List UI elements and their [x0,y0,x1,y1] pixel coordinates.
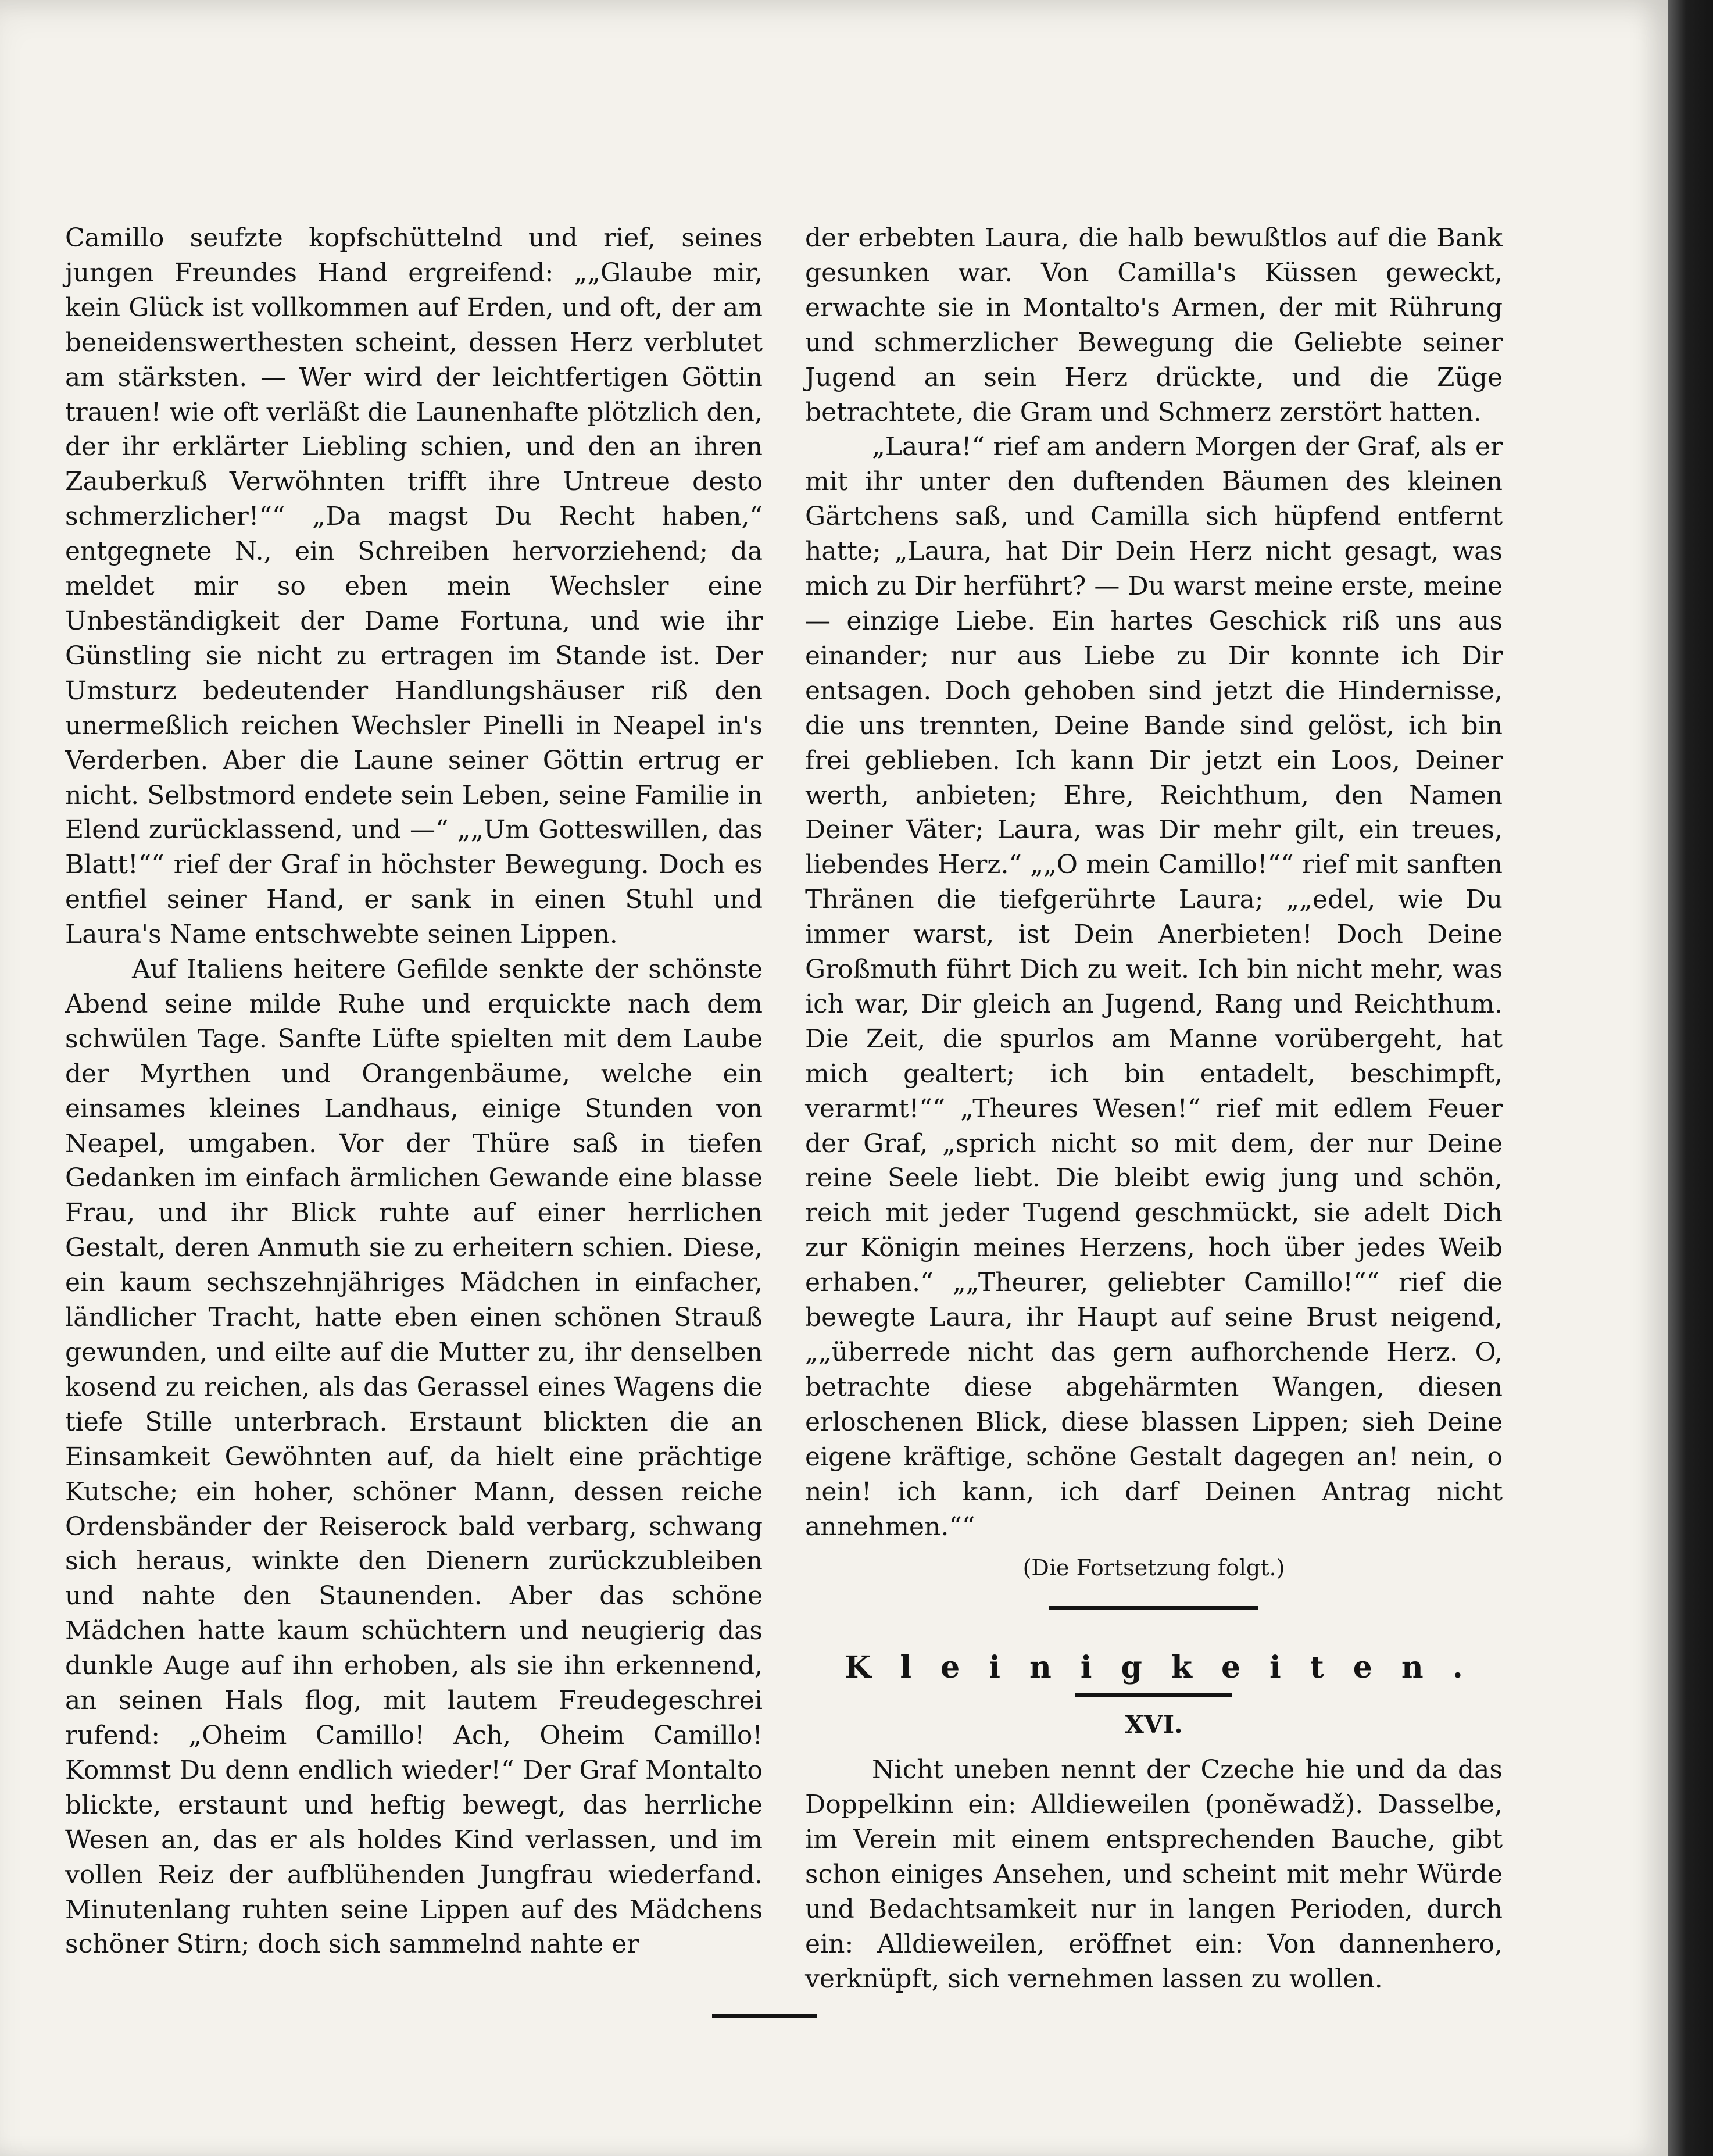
section-divider [1049,1606,1258,1610]
page-end-rule [712,2014,817,2018]
article-paragraph: „Laura!“ rief am andern Morgen der Graf, als er mit ihr unter den duftenden Bäumen des kleinen Gärtchens saß, und Camilla sich hüpfend entfernt hatte; „Laura, hat Dir Dein Herz nicht gesagt, was mich zu Dir herführt? — Du warst meine erste, meine — einzige Liebe. Ein hartes Geschick riß uns aus einander; nur aus Liebe zu Dir konnte ich Dir entsagen. Doch gehoben sind jetzt die Hindernisse, die uns trennten, Deine Bande sind gelöst, ich bin frei geblieben. Ich kann Dir jetzt ein Loos, Deiner werth, anbieten; Ehre, Reichthum, den Namen Deiner Väter; Laura, was Dir mehr gilt, ein treues, liebendes Herz.“ „„O mein Camillo!““ rief mit sanften Thränen die tiefgerührte Laura; „„edel, wie Du immer warst, ist Dein Anerbieten! Doch Deine Großmuth führt Dich zu weit. Ich bin nicht mehr, was ich war, Dir gleich an Jugend, Rang und Reichthum. Die Zeit, die spurlos am Manne vorübergeht, hat mich gealtert; ich bin entadelt, beschimpft, verarmt!““ „Theures Wesen!“ rief mit edlem Feuer der Graf, „sprich nicht so mit dem, der nur Deine reine Seele liebt. Die bleibt ewig jung und schön, reich mit jeder Tugend geschmückt, sie adelt Dich zur Königin meines Herzens, hoch über jedes Weib erhaben.“ „„Theurer, geliebter Camillo!““ rief die bewegte Laura, ihr Haupt auf seine Brust neigend, „„überrede nicht das gern aufhorchende Herz. O, betrachte diese abgehärmten Wangen, diesen erloschenen Blick, diese blassen Lippen; sieh Deine eigene kräftige, schöne Gestalt dagegen an! nein, o nein! ich kann, ich darf Deinen Antrag nicht annehmen.““ [805,432,1503,1542]
right-column [805,221,1503,1997]
article-paragraph: Camillo seufzte kopfschüttelnd und rief, seines jungen Freundes Hand ergreifend: „„Glaube mir, kein Glück ist vollkommen auf Erden, und oft, der am beneidenswerthesten scheint, dessen Herz verblutet am stärksten. — Wer wird der leichtfertigen Göttin trauen! wie oft verläßt die Launenhafte plötzlich den, der ihr erklärter Liebling schien, und den an ihren Zauberkuß Verwöhnten trifft ihre Untreue desto schmerzlicher!““ „Da magst Du Recht haben,“ entgegnete N., ein Schreiben hervorziehend; da meldet mir so eben mein Wechsler eine Unbeständigkeit der Dame Fortuna, und wie ihr Günstling sie nicht zu ertragen im Stande ist. Der Umsturz bedeutender Handlungshäuser riß den unermeßlich reichen Wechsler Pinelli in Neapel in's Verderben. Aber die Laune seiner Göttin ertrug er nicht. Selbstmord endete sein Leben, seine Familie in Elend zurücklassend, und —“ „„Um Gotteswillen, das Blatt!““ rief der Graf in höchster Bewegung. Doch es entfiel seiner Hand, er sank in einen Stuhl und Laura's Name entschwebte seinen Lippen. [65,223,763,950]
left-column [65,221,763,1962]
item-paragraph: Nicht uneben nennt der Czeche hie und da das Doppelkinn ein: Alldieweilen (ponĕwadž). Dasselbe, im Verein mit einem entsprechenden Bauche, gibt schon einiges Ansehen, und scheint mit mehr Würde und Bedachtsamkeit nur in langen Perioden, durch ein: Alldieweilen, eröffnet ein: Von dannenhero, verknüpft, sich vernehmen lassen zu wollen. [805,1755,1503,1994]
section-heading: Kleinigkeiten. [845,1650,1492,1686]
article-paragraph: der erbebten Laura, die halb bewußtlos auf die Bank gesunken war. Von Camilla's Küssen geweckt, erwachte sie in Montalto's Armen, der mit Rührung und schmerzlicher Bewegung die Geliebte seiner Jugend an sein Herz drückte, und die Züge betrachtete, die Gram und Schmerz zerstört hatten. [805,223,1503,427]
article-paragraph: Auf Italiens heitere Gefilde senkte der schönste Abend seine milde Ruhe und erquickte nach dem schwülen Tage. Sanfte Lüfte spielten mit dem Laube der Myrthen und Orangenbäume, welche ein einsames kleines Landhaus, einige Stunden von Neapel, umgaben. Vor der Thüre saß in tiefen Gedanken im einfach ärmlichen Gewande eine blasse Frau, und ihr Blick ruhte auf einer herrlichen Gestalt, deren Anmuth sie zu erheitern schien. Diese, ein kaum sechszehnjähriges Mädchen in einfacher, ländlicher Tracht, hatte eben einen schönen Strauß gewunden, und eilte auf die Mutter zu, ihr denselben kosend zu reichen, als das Gerassel eines Wagens die tiefe Stille unterbrach. Erstaunt blickten die an Einsamkeit Gewöhnten auf, da hielt eine prächtige Kutsche; ein hoher, schöner Mann, dessen reiche Ordensbänder der Reiserock bald verbarg, schwang sich heraus, winkte den Dienern zurückzubleiben und nahte den Staunenden. Aber das schöne Mädchen hatte kaum schüchtern und neugierig das dunkle Auge auf ihn erhoben, als sie ihn erkennend, an seinen Hals flog, mit lautem Freudegeschrei rufend: „Oheim Camillo! Ach, Oheim Camillo! Kommst Du denn endlich wieder!“ Der Graf Montalto blickte, erstaunt und heftig bewegt, das herrliche Wesen an, das er als holdes Kind verlassen, und im vollen Reiz der aufblühenden Jungfrau wiederfand. Minutenlang ruhten seine Lippen auf des Mädchens schöner Stirn; doch sich sammelnd nahte er [65,954,763,1960]
heading-underline [1075,1693,1232,1697]
continuation-note: (Die Fortsetzung folgt.) [1022,1555,1285,1581]
item-number: XVI. [1125,1710,1183,1739]
scan-edge-shadow [1668,0,1713,2156]
